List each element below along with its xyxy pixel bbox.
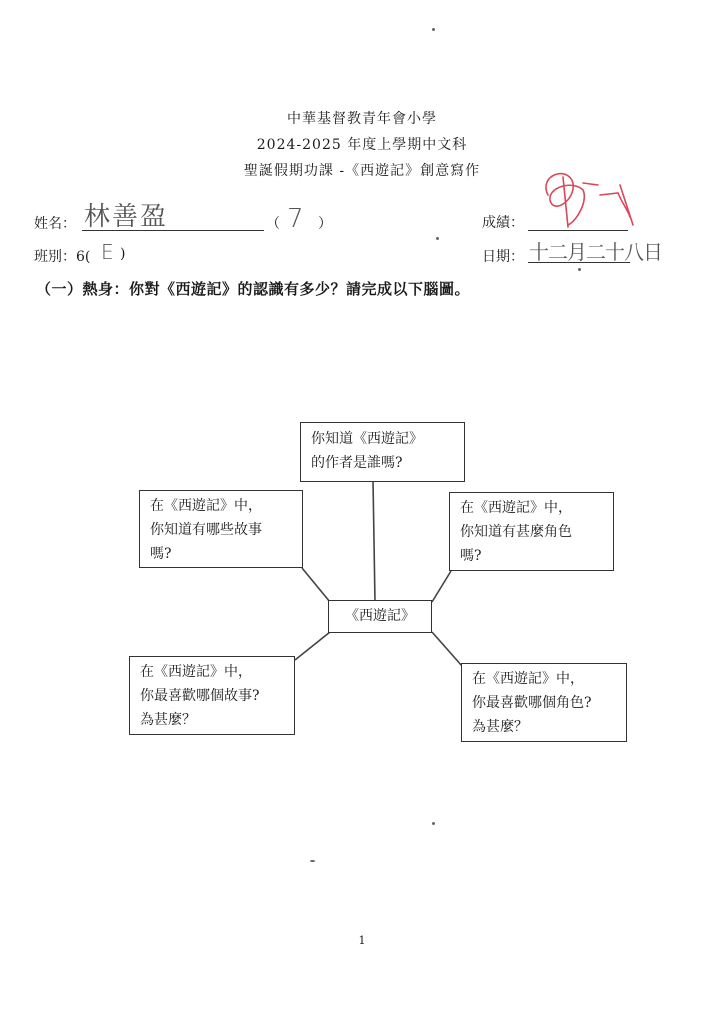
box-line: 為甚麼？	[140, 712, 196, 728]
box-line: 在《西遊記》中，	[460, 500, 572, 516]
school-name: 中華基督教青年會小學	[287, 111, 437, 127]
box-line: 你知道有哪些故事	[150, 522, 262, 538]
name-label: 姓名：	[34, 216, 76, 232]
class-label: 班別：6(	[34, 249, 91, 265]
connector-lower-right	[432, 632, 462, 666]
connector-upper-left	[302, 568, 330, 602]
student-number: 7	[287, 204, 304, 234]
scan-speck	[436, 237, 439, 240]
box-line: 你知道有甚麼角色	[460, 524, 572, 540]
term-title: 2024-2025 年度上學期中文科	[256, 137, 468, 153]
box-line: 嗎?	[150, 546, 172, 562]
box-line: 你最喜歡哪個故事?	[140, 688, 260, 704]
name-value: 林善盈	[84, 202, 169, 232]
box-line: 你知道《西遊記》	[311, 431, 423, 447]
connector-upper-right	[432, 571, 451, 602]
page-number: 1	[358, 934, 366, 947]
box-line: 為甚麼？	[472, 719, 528, 735]
mindmap-box-characters	[449, 492, 614, 571]
box-line: 你最喜歡哪個角色?	[472, 695, 592, 711]
box-line: 的作者是誰嗎?	[311, 455, 403, 471]
date-value: 十二月二十八日	[529, 240, 662, 264]
mindmap-box-favorite-character	[461, 663, 627, 742]
scan-speck	[432, 28, 435, 31]
box-line: 在《西遊記》中，	[472, 671, 584, 687]
number-open: （	[266, 216, 280, 232]
section-heading: （一）熱身：你對《西遊記》的認識有多少？請完成以下腦圖。	[36, 280, 471, 298]
connector-lower-left	[295, 632, 330, 660]
box-line: 在《西遊記》中，	[150, 498, 262, 514]
center-label: 《西遊記》	[345, 608, 415, 624]
mindmap-box-author	[300, 422, 465, 482]
grade-label: 成績：	[482, 215, 524, 231]
box-line: 嗎?	[460, 548, 482, 564]
date-label: 日期：	[482, 249, 524, 265]
box-line: 在《西遊記》中，	[140, 664, 252, 680]
assignment-title: 聖誕假期功課 -《西遊記》創意寫作	[243, 163, 481, 179]
mindmap-center	[328, 600, 432, 633]
class-value: E	[101, 240, 114, 264]
mindmap-box-stories	[139, 490, 303, 568]
connector-top	[373, 480, 375, 602]
mindmap-box-favorite-story	[129, 656, 295, 735]
scan-speck	[310, 860, 315, 862]
scan-speck	[578, 268, 581, 271]
scan-speck	[432, 822, 435, 825]
number-close: ）	[318, 216, 332, 232]
class-close: )	[120, 246, 126, 262]
